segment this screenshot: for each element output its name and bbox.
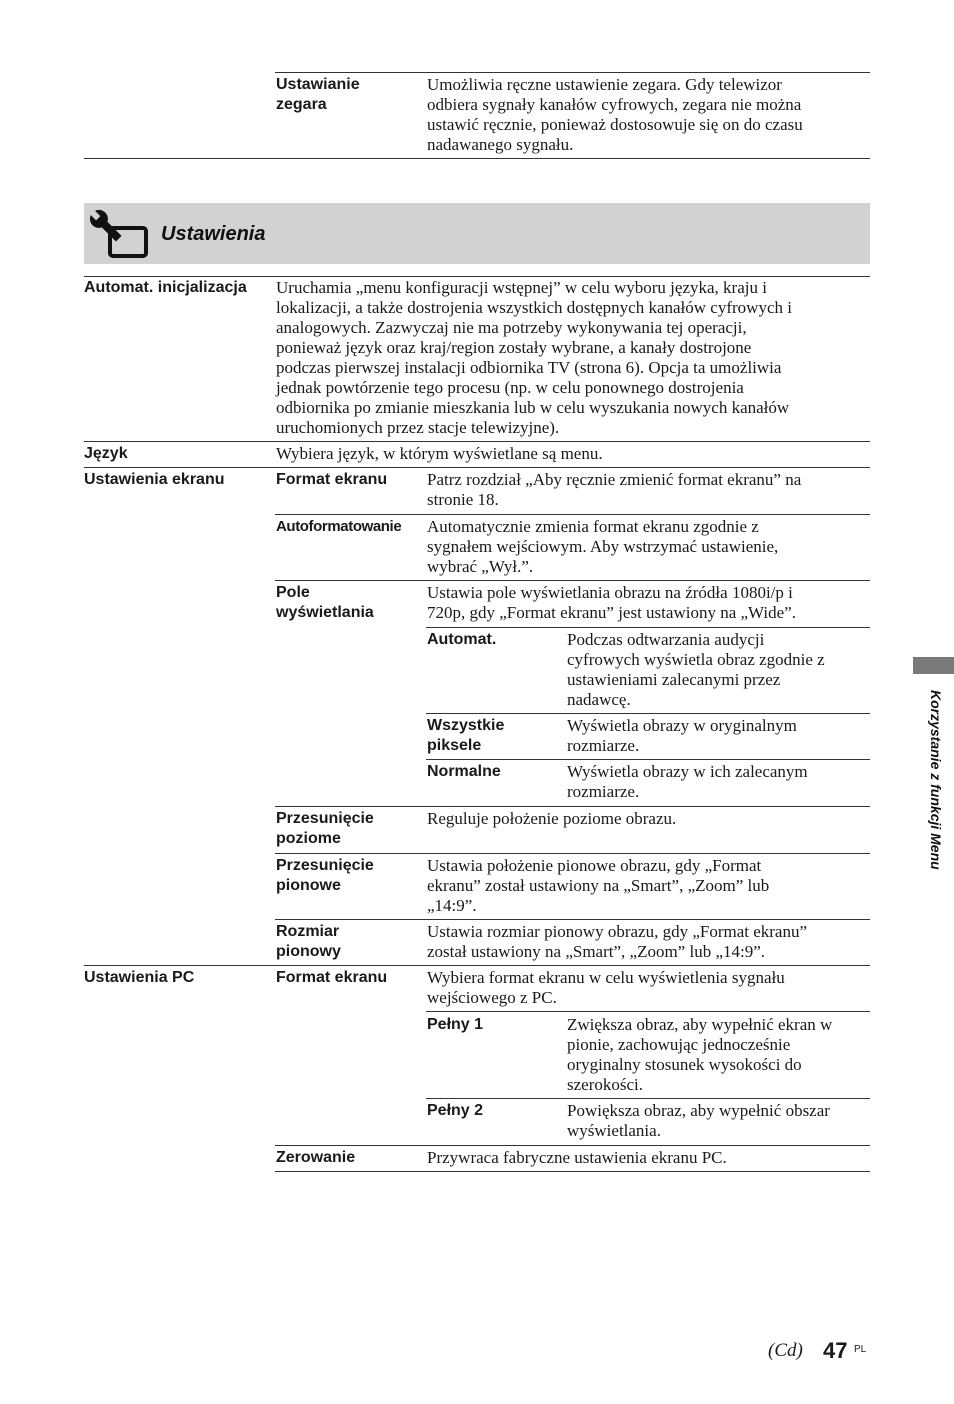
option-label-full-1: Pełny 1 [427,1016,484,1033]
option-label-all-pixels: Wszystkie piksele [427,717,505,754]
sub-text-pc-format: Wybiera format ekranu w celu wyświetlenia sygnału wejściowego z PC. [427,968,785,1007]
rule-after-option-all-pixels [426,759,870,760]
rule-after-screen-settings [84,965,870,966]
sub-label-vertical-size: Rozmiar pionowy [276,923,341,960]
sub-text-reset: Przywraca fabryczne ustawienia ekranu PC. [427,1148,727,1167]
row-label-auto-init: Automat. inicjalizacja [84,279,247,296]
row-label-pc-settings: Ustawienia PC [84,969,195,986]
option-text-auto: Podczas odtwarzania audycji cyfrowych wyświetla obraz zgodnie z ustawieniami zalecanymi przez nadawcę. [567,630,825,709]
sub-text-screen-format: Patrz rozdział „Aby ręcznie zmienić format ekranu” na stronie 18. [427,470,802,509]
side-tab-text: Korzystanie z funkcji Menu [928,690,944,870]
rule-after-option-normal [275,806,870,807]
sub-text-vertical-shift: Ustawia położenie pionowe obrazu, gdy „Format ekranu” został ustawiony na „Smart”, „Zoom” lub „14:9”. [427,856,770,915]
rule-after-language [84,467,870,468]
top-table-rule-bottom [84,158,870,159]
option-label-auto: Automat. [427,631,497,648]
page-language-code: PL [854,1344,867,1355]
main-table-rule-bottom [275,1171,870,1172]
sub-label-autoformat: Autoformatowanie [276,518,402,535]
rule-after-autoformat [275,580,870,581]
option-text-all-pixels: Wyświetla obrazy w oryginalnym rozmiarze. [567,716,797,755]
sub-label-vertical-shift: Przesunięcie pionowe [276,857,374,894]
option-text-normal: Wyświetla obrazy w ich zalecanym rozmiarze. [567,762,808,801]
side-tab-marker [913,657,954,674]
top-table-rule-top [275,72,870,73]
rule-after-horizontal-shift [275,853,870,854]
rule-after-vertical-shift [275,919,870,920]
clock-setting-label: Ustawianie zegara [276,76,360,113]
option-text-full-2: Powiększa obraz, aby wypełnić obszar wyświetlania. [567,1101,830,1140]
sub-label-pc-format: Format ekranu [276,969,388,986]
sub-label-screen-format: Format ekranu [276,471,388,488]
main-table-rule-top [84,276,870,277]
option-label-normal: Normalne [427,763,501,780]
rule-after-auto-init [84,441,870,442]
row-text-auto-init: Uruchamia „menu konfiguracji wstępnej” w celu wyboru języka, kraju i lokalizacji, a także dostrojenia wszystkich dostępnych kanałów cyfrowych i analogowych. Zazwyczaj nie ma potrzeby wykonywania tej operacji, ponieważ język oraz kraj/region zostały wybrane, a kanały dostrojone podczas pierwszej instalacji odbiornika TV (strona 6). Opcja ta umożliwia jednak powtórzenie tego procesu (np. w celu ponownego dostrojenia odbiornika po zmianie mieszkania lub w celu wyszukania nowych kanałów uruchomionych przez stacje telewizyjne). [276,278,792,437]
wrench-screen-icon [88,208,152,262]
section-title: Ustawienia [161,223,266,245]
option-text-full-1: Zwiększa obraz, aby wypełnić ekran w pionie, zachowując jednocześnie oryginalny stosunek wysokości do szerokości. [567,1015,833,1094]
sub-text-display-area: Ustawia pole wyświetlania obrazu na źródła 1080i/p i 720p, gdy „Format ekranu” jest ustawiony na „Wide”. [427,583,796,622]
row-text-language: Wybiera język, w którym wyświetlane są menu. [276,444,603,463]
rule-after-screen-format [275,514,870,515]
rule-after-pc-format [426,1011,870,1012]
page-number: 47 [823,1338,848,1363]
rule-after-display-area [426,627,870,628]
rule-after-option-auto [426,713,870,714]
row-label-language: Język [84,445,128,462]
option-label-full-2: Pełny 2 [427,1102,484,1119]
clock-setting-text: Umożliwia ręczne ustawienie zegara. Gdy telewizor odbiera sygnały kanałów cyfrowych, zegara nie można ustawić ręcznie, ponieważ dostosowuje się on do czasu nadawanego sygnału. [427,75,803,154]
sub-label-display-area: Pole wyświetlania [276,584,374,621]
sub-text-vertical-size: Ustawia rozmiar pionowy obrazu, gdy „Format ekranu” został ustawiony na „Smart”, „Zoom” lub „14:9”. [427,922,808,961]
rule-after-option-full-1 [426,1098,870,1099]
rule-after-option-full-2 [275,1145,870,1146]
sub-text-horizontal-shift: Reguluje położenie poziome obrazu. [427,809,677,828]
footer-continued: (Cd) [768,1340,803,1361]
sub-text-autoformat: Automatycznie zmienia format ekranu zgodnie z sygnałem wejściowym. Aby wstrzymać ustawienie, wybrać „Wył.”. [427,517,779,576]
sub-label-reset: Zerowanie [276,1149,356,1166]
row-label-screen-settings: Ustawienia ekranu [84,471,225,488]
sub-label-horizontal-shift: Przesunięcie poziome [276,810,374,847]
